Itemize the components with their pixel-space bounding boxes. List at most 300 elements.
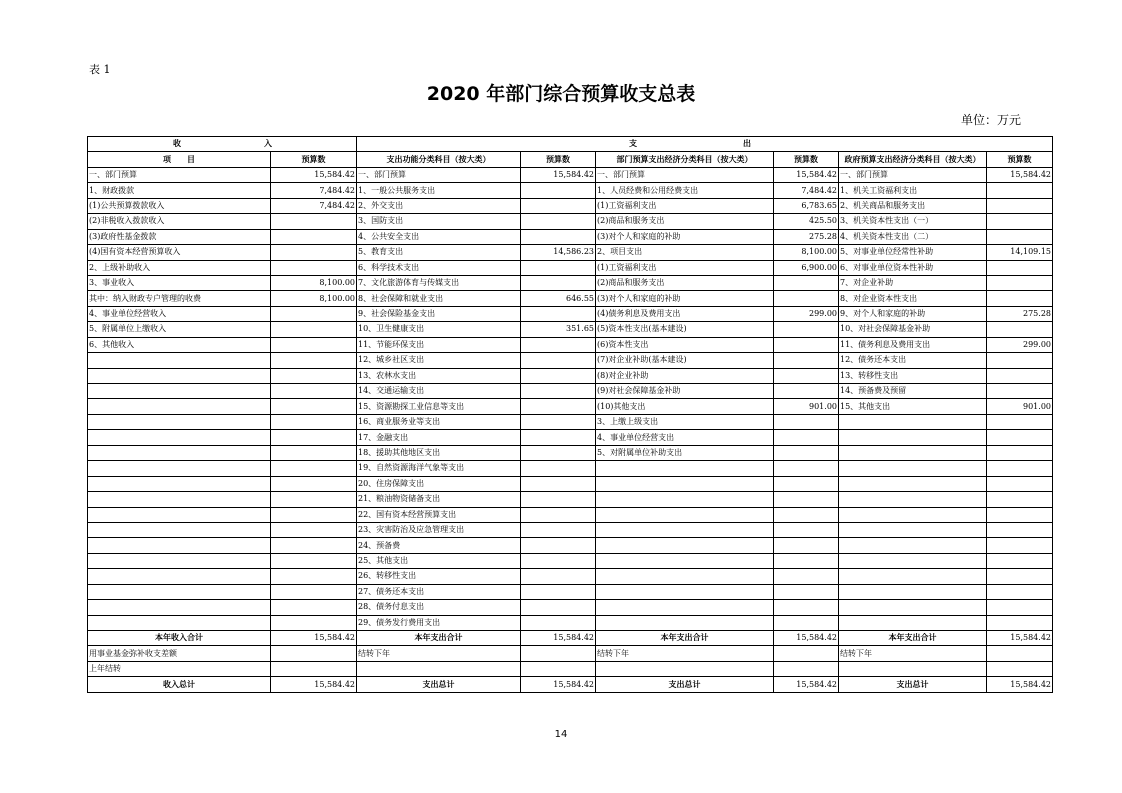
dept-econ-budget-cell	[774, 322, 839, 337]
gov-econ-budget-cell	[987, 414, 1053, 429]
func-class-item-cell: 16、商业服务业等支出	[357, 414, 521, 429]
table-cell	[774, 646, 839, 661]
func-class-item-cell: 9、社会保险基金支出	[357, 306, 521, 321]
table-row	[88, 492, 1053, 507]
income-item-cell: (3)政府性基金拨款	[88, 229, 271, 244]
dept-econ-item-cell	[596, 507, 774, 522]
year-total-row	[88, 631, 1053, 646]
income-budget-cell	[271, 260, 357, 275]
dept-econ-item-cell: (9)对社会保障基金补助	[596, 384, 774, 399]
dept-econ-item-cell	[596, 553, 774, 568]
income-budget-cell	[271, 522, 357, 537]
gov-econ-item-cell: 10、对社会保障基金补助	[839, 322, 987, 337]
income-header-char-1: 收	[173, 139, 181, 148]
dept-econ-budget-cell	[774, 291, 839, 306]
func-class-item-cell: 17、金融支出	[357, 430, 521, 445]
gov-econ-item-cell	[839, 584, 987, 599]
dept-econ-budget-cell: 275.28	[774, 229, 839, 244]
dept-expense-year-total-label: 本年支出合计	[596, 631, 774, 646]
table-row	[88, 399, 1053, 414]
func-class-budget-cell	[521, 492, 596, 507]
budget-summary-table	[87, 136, 1053, 693]
table-cell	[774, 661, 839, 676]
income-budget-cell	[271, 322, 357, 337]
func-class-item-cell: 18、援助其他地区支出	[357, 445, 521, 460]
income-item-cell	[88, 569, 271, 584]
gov-econ-budget-cell	[987, 384, 1053, 399]
dept-econ-item-cell: 3、上缴上级支出	[596, 414, 774, 429]
dept-econ-item-cell	[596, 584, 774, 599]
func-class-item-cell: 20、住房保障支出	[357, 476, 521, 491]
gov-econ-item-cell	[839, 414, 987, 429]
table-row	[88, 445, 1053, 460]
func-class-item-cell: 8、社会保障和就业支出	[357, 291, 521, 306]
func-class-item-cell: 4、公共安全支出	[357, 229, 521, 244]
dept-econ-budget-cell	[774, 492, 839, 507]
income-budget-cell	[271, 384, 357, 399]
dept-econ-budget-cell	[774, 384, 839, 399]
table-row	[88, 275, 1053, 290]
table-row	[88, 600, 1053, 615]
table-row	[88, 553, 1053, 568]
table-cell	[596, 661, 774, 676]
func-class-item-cell: 23、灾害防治及应急管理支出	[357, 522, 521, 537]
func-class-item-cell: 29、债务发行费用支出	[357, 615, 521, 630]
table-row	[88, 522, 1053, 537]
column-header-budget: 预算数	[987, 152, 1053, 167]
table-row	[88, 414, 1053, 429]
income-budget-cell	[271, 214, 357, 229]
dept-econ-item-cell: (6)资本性支出	[596, 337, 774, 352]
func-carry-forward-label: 结转下年	[357, 646, 521, 661]
func-class-item-cell: 7、文化旅游体育与传媒支出	[357, 275, 521, 290]
dept-econ-item-cell: 2、项目支出	[596, 245, 774, 260]
gov-econ-item-cell: 一、部门预算	[839, 167, 987, 182]
dept-econ-item-cell	[596, 522, 774, 537]
table-cell	[357, 661, 521, 676]
dept-econ-budget-cell	[774, 353, 839, 368]
gov-econ-budget-cell	[987, 492, 1053, 507]
gov-econ-budget-cell: 15,584.42	[987, 167, 1053, 182]
income-item-cell	[88, 445, 271, 460]
income-grand-total-value: 15,584.42	[271, 677, 357, 692]
func-class-item-cell: 19、自然资源海洋气象等支出	[357, 461, 521, 476]
income-item-cell	[88, 476, 271, 491]
column-header-item: 项 目	[88, 152, 271, 167]
func-class-budget-cell	[521, 399, 596, 414]
table-cell	[271, 646, 357, 661]
dept-econ-budget-cell	[774, 368, 839, 383]
table-cell	[987, 646, 1053, 661]
income-item-cell: 5、附属单位上缴收入	[88, 322, 271, 337]
func-class-item-cell: 21、粮油物资储备支出	[357, 492, 521, 507]
func-class-budget-cell	[521, 337, 596, 352]
income-budget-cell: 8,100.00	[271, 275, 357, 290]
income-item-cell	[88, 399, 271, 414]
table-row	[88, 291, 1053, 306]
table-row	[88, 183, 1053, 198]
income-item-cell	[88, 414, 271, 429]
dept-econ-budget-cell	[774, 414, 839, 429]
func-expense-year-total-value: 15,584.42	[521, 631, 596, 646]
func-class-item-cell: 5、教育支出	[357, 245, 521, 260]
totals-section	[88, 631, 1053, 693]
dept-econ-budget-cell: 6,783.65	[774, 198, 839, 213]
income-budget-cell	[271, 353, 357, 368]
gov-econ-budget-cell: 299.00	[987, 337, 1053, 352]
table-row	[88, 353, 1053, 368]
func-class-budget-cell	[521, 600, 596, 615]
dept-econ-budget-cell	[774, 507, 839, 522]
func-class-item-cell: 11、节能环保支出	[357, 337, 521, 352]
income-budget-cell	[271, 245, 357, 260]
dept-econ-item-cell	[596, 538, 774, 553]
func-class-budget-cell	[521, 368, 596, 383]
income-item-cell: 3、事业收入	[88, 275, 271, 290]
income-item-cell	[88, 461, 271, 476]
dept-econ-item-cell: (8)对企业补助	[596, 368, 774, 383]
dept-econ-budget-cell: 299.00	[774, 306, 839, 321]
income-item-cell: 其中：纳入财政专户管理的收费	[88, 291, 271, 306]
income-budget-cell	[271, 507, 357, 522]
income-item-cell: 2、上级补助收入	[88, 260, 271, 275]
func-class-item-cell: 10、卫生健康支出	[357, 322, 521, 337]
income-item-cell: 6、其他收入	[88, 337, 271, 352]
dept-econ-budget-cell	[774, 445, 839, 460]
dept-econ-budget-cell	[774, 584, 839, 599]
gov-econ-budget-cell	[987, 183, 1053, 198]
func-class-budget-cell	[521, 538, 596, 553]
gov-econ-item-cell	[839, 522, 987, 537]
func-class-item-cell: 一、部门预算	[357, 167, 521, 182]
dept-econ-item-cell: (5)资本性支出(基本建设)	[596, 322, 774, 337]
dept-econ-budget-cell	[774, 275, 839, 290]
func-expense-grand-total-value: 15,584.42	[521, 677, 596, 692]
gov-econ-item-cell: 14、预备费及预留	[839, 384, 987, 399]
gov-econ-budget-cell	[987, 584, 1053, 599]
gov-econ-budget-cell	[987, 522, 1053, 537]
gov-econ-item-cell: 1、机关工资福利支出	[839, 183, 987, 198]
gov-econ-budget-cell	[987, 569, 1053, 584]
dept-econ-budget-cell	[774, 337, 839, 352]
table-label: 表 1	[89, 63, 111, 76]
table-row	[88, 461, 1053, 476]
income-item-cell: 一、部门预算	[88, 167, 271, 182]
func-class-budget-cell	[521, 214, 596, 229]
func-class-budget-cell	[521, 553, 596, 568]
func-class-budget-cell	[521, 507, 596, 522]
gov-expense-grand-total-value: 15,584.42	[987, 677, 1053, 692]
func-class-budget-cell: 646.55	[521, 291, 596, 306]
func-class-item-cell: 14、交通运输支出	[357, 384, 521, 399]
func-class-item-cell: 1、一般公共服务支出	[357, 183, 521, 198]
gov-econ-budget-cell: 275.28	[987, 306, 1053, 321]
gov-econ-item-cell: 13、转移性支出	[839, 368, 987, 383]
table-cell	[521, 661, 596, 676]
income-budget-cell: 15,584.42	[271, 167, 357, 182]
income-item-cell	[88, 368, 271, 383]
gov-econ-budget-cell	[987, 260, 1053, 275]
func-class-item-cell: 22、国有资本经营预算支出	[357, 507, 521, 522]
income-item-cell	[88, 384, 271, 399]
dept-econ-item-cell: (10)其他支出	[596, 399, 774, 414]
dept-econ-budget-cell: 6,900.00	[774, 260, 839, 275]
gov-econ-item-cell: 2、机关商品和服务支出	[839, 198, 987, 213]
income-header-char-2: 入	[264, 139, 272, 148]
table-row	[88, 538, 1053, 553]
income-budget-cell	[271, 229, 357, 244]
income-budget-cell	[271, 430, 357, 445]
dept-econ-item-cell: (1)工资福利支出	[596, 198, 774, 213]
column-header-gov-econ-class: 政府预算支出经济分类科目（按大类）	[839, 152, 987, 167]
dept-econ-budget-cell	[774, 461, 839, 476]
income-item-cell: 4、事业单位经营收入	[88, 306, 271, 321]
dept-econ-budget-cell	[774, 615, 839, 630]
column-header-budget: 预算数	[521, 152, 596, 167]
dept-econ-budget-cell: 425.50	[774, 214, 839, 229]
income-budget-cell	[271, 600, 357, 615]
carryover-row	[88, 646, 1053, 661]
page-title: 2020 年部门综合预算收支总表	[426, 83, 696, 105]
table-row	[88, 337, 1053, 352]
table-body	[88, 167, 1053, 630]
dept-econ-item-cell	[596, 569, 774, 584]
func-class-budget-cell	[521, 522, 596, 537]
dept-econ-item-cell	[596, 600, 774, 615]
table-row	[88, 384, 1053, 399]
income-item-cell	[88, 492, 271, 507]
gov-econ-item-cell	[839, 492, 987, 507]
func-class-item-cell: 25、其他支出	[357, 553, 521, 568]
gov-econ-item-cell	[839, 507, 987, 522]
table-cell	[987, 661, 1053, 676]
income-budget-cell	[271, 414, 357, 429]
func-class-item-cell: 2、外交支出	[357, 198, 521, 213]
income-budget-cell	[271, 399, 357, 414]
gov-econ-budget-cell	[987, 275, 1053, 290]
func-class-budget-cell	[521, 430, 596, 445]
income-budget-cell	[271, 615, 357, 630]
func-class-item-cell: 12、城乡社区支出	[357, 353, 521, 368]
table-cell	[839, 661, 987, 676]
func-class-item-cell: 3、国防支出	[357, 214, 521, 229]
table-row	[88, 214, 1053, 229]
gov-econ-budget-cell	[987, 214, 1053, 229]
income-item-cell: (4)国有资本经营预算收入	[88, 245, 271, 260]
income-grand-total-label: 收入总计	[88, 677, 271, 692]
expense-header-char-1: 支	[629, 139, 637, 148]
dept-econ-budget-cell	[774, 538, 839, 553]
gov-econ-budget-cell	[987, 322, 1053, 337]
func-class-budget-cell	[521, 461, 596, 476]
func-class-budget-cell	[521, 183, 596, 198]
income-budget-cell	[271, 569, 357, 584]
dept-econ-item-cell: 4、事业单位经营支出	[596, 430, 774, 445]
gov-econ-budget-cell	[987, 353, 1053, 368]
func-class-budget-cell	[521, 306, 596, 321]
func-class-item-cell: 13、农林水支出	[357, 368, 521, 383]
income-budget-cell	[271, 461, 357, 476]
income-item-cell	[88, 353, 271, 368]
gov-econ-budget-cell	[987, 368, 1053, 383]
income-budget-cell: 7,484.42	[271, 183, 357, 198]
gov-econ-budget-cell: 14,109.15	[987, 245, 1053, 260]
income-year-total-label: 本年收入合计	[88, 631, 271, 646]
dept-econ-item-cell: (4)债务利息及费用支出	[596, 306, 774, 321]
income-budget-cell	[271, 337, 357, 352]
func-class-item-cell: 24、预备费	[357, 538, 521, 553]
table-row	[88, 322, 1053, 337]
gov-econ-item-cell: 4、机关资本性支出（二）	[839, 229, 987, 244]
func-class-budget-cell	[521, 476, 596, 491]
gov-econ-item-cell: 7、对企业补助	[839, 275, 987, 290]
income-year-total-value: 15,584.42	[271, 631, 357, 646]
table-row	[88, 229, 1053, 244]
gov-expense-year-total-label: 本年支出合计	[839, 631, 987, 646]
income-item-cell	[88, 522, 271, 537]
dept-econ-item-cell: (2)商品和服务支出	[596, 275, 774, 290]
income-budget-cell	[271, 306, 357, 321]
func-class-budget-cell	[521, 275, 596, 290]
func-class-budget-cell	[521, 445, 596, 460]
gov-econ-item-cell: 11、债务利息及费用支出	[839, 337, 987, 352]
func-class-budget-cell	[521, 229, 596, 244]
income-budget-cell	[271, 476, 357, 491]
grand-total-row	[88, 677, 1053, 692]
table-row	[88, 476, 1053, 491]
income-budget-cell	[271, 538, 357, 553]
dept-econ-item-cell	[596, 615, 774, 630]
gov-econ-budget-cell	[987, 476, 1053, 491]
dept-econ-item-cell: (2)商品和服务支出	[596, 214, 774, 229]
dept-econ-budget-cell	[774, 553, 839, 568]
income-item-cell: (1)公共预算拨款收入	[88, 198, 271, 213]
income-budget-cell	[271, 553, 357, 568]
income-item-cell	[88, 430, 271, 445]
gov-expense-year-total-value: 15,584.42	[987, 631, 1053, 646]
dept-econ-budget-cell	[774, 569, 839, 584]
income-budget-cell: 8,100.00	[271, 291, 357, 306]
gov-econ-budget-cell	[987, 600, 1053, 615]
gov-econ-budget-cell	[987, 461, 1053, 476]
gov-econ-budget-cell	[987, 553, 1053, 568]
func-expense-year-total-label: 本年支出合计	[357, 631, 521, 646]
dept-econ-item-cell	[596, 476, 774, 491]
dept-expense-grand-total-value: 15,584.42	[774, 677, 839, 692]
gov-econ-budget-cell	[987, 615, 1053, 630]
prior-year-row	[88, 661, 1053, 676]
table-row	[88, 245, 1053, 260]
func-class-item-cell: 26、转移性支出	[357, 569, 521, 584]
gov-econ-budget-cell	[987, 291, 1053, 306]
table-row	[88, 569, 1053, 584]
gov-econ-budget-cell: 901.00	[987, 399, 1053, 414]
func-class-budget-cell	[521, 353, 596, 368]
dept-econ-budget-cell	[774, 430, 839, 445]
gov-econ-budget-cell	[987, 198, 1053, 213]
income-section-header	[88, 137, 357, 152]
dept-econ-item-cell	[596, 461, 774, 476]
income-budget-cell: 7,484.42	[271, 198, 357, 213]
table-cell	[271, 661, 357, 676]
gov-econ-item-cell	[839, 538, 987, 553]
gov-econ-item-cell	[839, 600, 987, 615]
func-class-budget-cell	[521, 384, 596, 399]
gov-econ-item-cell: 6、对事业单位资本性补助	[839, 260, 987, 275]
table-row	[88, 584, 1053, 599]
dept-econ-item-cell	[596, 492, 774, 507]
gov-econ-item-cell: 3、机关资本性支出（一）	[839, 214, 987, 229]
income-item-cell	[88, 553, 271, 568]
dept-econ-budget-cell: 7,484.42	[774, 183, 839, 198]
table-row	[88, 615, 1053, 630]
dept-econ-item-cell: 一、部门预算	[596, 167, 774, 182]
gov-econ-item-cell	[839, 569, 987, 584]
income-budget-cell	[271, 492, 357, 507]
dept-econ-budget-cell: 901.00	[774, 399, 839, 414]
table-row	[88, 260, 1053, 275]
column-header-budget: 预算数	[271, 152, 357, 167]
func-class-budget-cell	[521, 569, 596, 584]
income-item-cell	[88, 538, 271, 553]
func-class-budget-cell: 351.65	[521, 322, 596, 337]
gov-econ-item-cell	[839, 553, 987, 568]
func-class-budget-cell: 14,586.23	[521, 245, 596, 260]
carryover-use-label: 用事业基金弥补收支差额	[88, 646, 271, 661]
func-class-item-cell: 27、债务还本支出	[357, 584, 521, 599]
table-row	[88, 306, 1053, 321]
income-item-cell	[88, 615, 271, 630]
income-budget-cell	[271, 445, 357, 460]
prior-year-label: 上年结转	[88, 661, 271, 676]
gov-econ-budget-cell	[987, 538, 1053, 553]
table-row	[88, 430, 1053, 445]
gov-econ-item-cell: 8、对企业资本性支出	[839, 291, 987, 306]
income-item-cell	[88, 584, 271, 599]
income-item-cell	[88, 600, 271, 615]
func-class-item-cell: 28、债务付息支出	[357, 600, 521, 615]
func-class-item-cell: 15、资源勘探工业信息等支出	[357, 399, 521, 414]
func-class-budget-cell	[521, 198, 596, 213]
func-class-budget-cell	[521, 414, 596, 429]
income-budget-cell	[271, 368, 357, 383]
table-row	[88, 167, 1053, 182]
section-header-row	[88, 137, 1053, 152]
dept-econ-item-cell: (3)对个人和家庭的补助	[596, 291, 774, 306]
gov-econ-item-cell	[839, 430, 987, 445]
dept-carry-forward-label: 结转下年	[596, 646, 774, 661]
expense-section-header	[357, 137, 1053, 152]
dept-econ-item-cell: (3)对个人和家庭的补助	[596, 229, 774, 244]
gov-econ-item-cell: 15、其他支出	[839, 399, 987, 414]
column-header-dept-econ-class: 部门预算支出经济分类科目（按大类）	[596, 152, 774, 167]
func-class-budget-cell	[521, 584, 596, 599]
gov-econ-item-cell	[839, 445, 987, 460]
func-class-budget-cell	[521, 615, 596, 630]
gov-econ-budget-cell	[987, 507, 1053, 522]
func-class-item-cell: 6、科学技术支出	[357, 260, 521, 275]
gov-econ-budget-cell	[987, 430, 1053, 445]
dept-econ-item-cell: 5、对附属单位补助支出	[596, 445, 774, 460]
dept-econ-item-cell: 1、人员经费和公用经费支出	[596, 183, 774, 198]
func-expense-grand-total-label: 支出总计	[357, 677, 521, 692]
gov-expense-grand-total-label: 支出总计	[839, 677, 987, 692]
dept-econ-budget-cell	[774, 522, 839, 537]
gov-econ-item-cell	[839, 461, 987, 476]
gov-carry-forward-label: 结转下年	[839, 646, 987, 661]
column-header-func-class: 支出功能分类科目（按大类）	[357, 152, 521, 167]
gov-econ-item-cell	[839, 615, 987, 630]
